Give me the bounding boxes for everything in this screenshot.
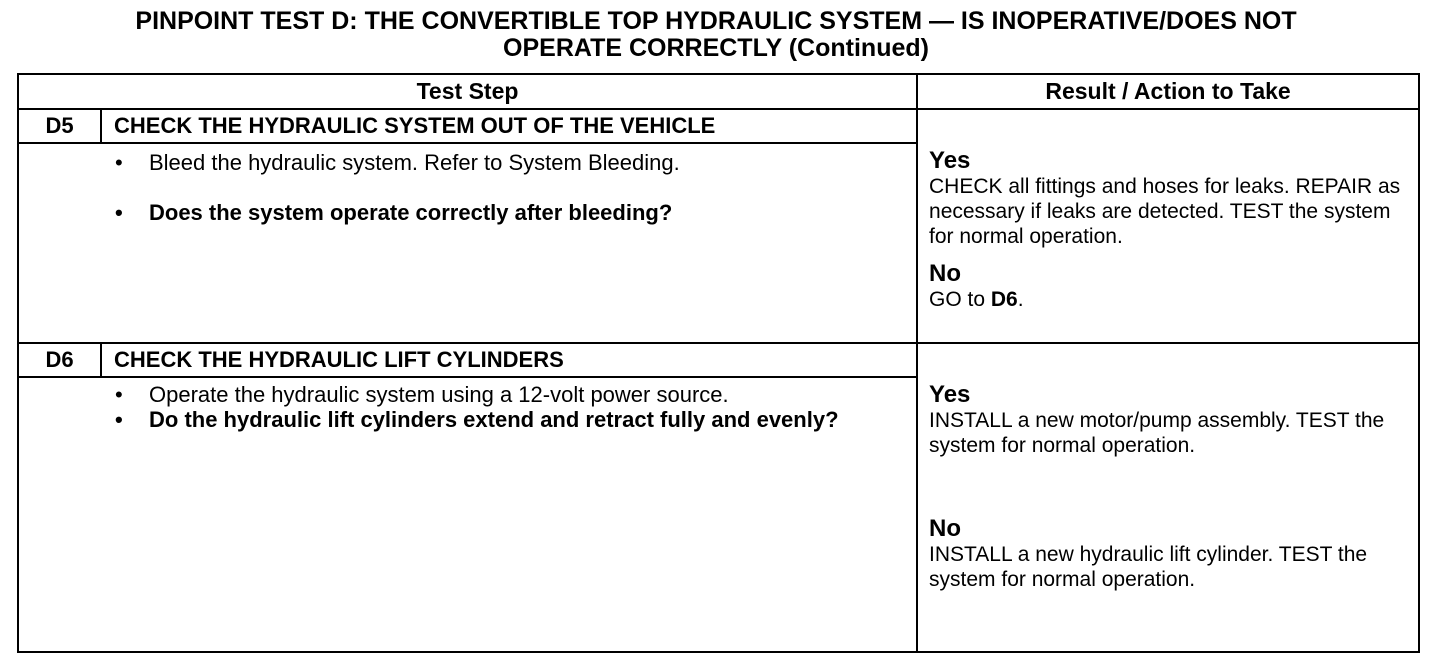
bullet-item: • Operate the hydraulic system using a 12-volt power source. [115, 382, 916, 407]
test-step-header: Test Step [18, 74, 917, 109]
step-title-row [18, 109, 1419, 143]
no-label: No [929, 515, 962, 542]
title-line-1: PINPOINT TEST D: THE CONVERTIBLE TOP HYDRAULIC SYSTEM — IS INOPERATIVE/DOES NOT [135, 7, 1297, 35]
yes-label: Yes [929, 147, 971, 174]
step-title-row [18, 343, 1419, 377]
step-reference-link: D6 [990, 288, 1018, 311]
result-header: Result / Action to Take [917, 74, 1419, 109]
step-code: D5 [18, 109, 101, 143]
no-action [929, 287, 1408, 312]
yes-label: Yes [929, 381, 971, 408]
title-line-2: OPERATE CORRECTLY (Continued) [503, 34, 929, 62]
pinpoint-test-table [17, 73, 1420, 653]
step-code-blank [18, 377, 101, 652]
step-code-blank [18, 143, 101, 343]
no-label: No [929, 260, 962, 287]
result-cell [917, 109, 1419, 343]
page-title [0, 8, 1432, 62]
no-action-text: GO to [929, 288, 991, 311]
no-action-suffix: . [1017, 288, 1024, 311]
yes-action: CHECK all fittings and hoses for leaks. REPAIR as necessary if leaks are detected. TEST the system for normal operation. [929, 175, 1401, 248]
header-row [18, 74, 1419, 109]
step-instructions [101, 143, 917, 343]
step-title: CHECK THE HYDRAULIC SYSTEM OUT OF THE VEHICLE [101, 109, 917, 143]
no-action: INSTALL a new hydraulic lift cylinder. TEST the system for normal operation. [929, 543, 1368, 591]
yes-action: INSTALL a new motor/pump assembly. TEST the system for normal operation. [929, 409, 1385, 457]
step-instructions [101, 377, 917, 652]
result-cell [917, 343, 1419, 652]
bullet-question: • Do the hydraulic lift cylinders extend and retract fully and evenly? [115, 407, 916, 432]
bullet-question: • Does the system operate correctly after bleeding? [115, 200, 916, 225]
step-title: CHECK THE HYDRAULIC LIFT CYLINDERS [101, 343, 917, 377]
step-code: D6 [18, 343, 101, 377]
bullet-item: • Bleed the hydraulic system. Refer to System Bleeding. [115, 150, 916, 175]
